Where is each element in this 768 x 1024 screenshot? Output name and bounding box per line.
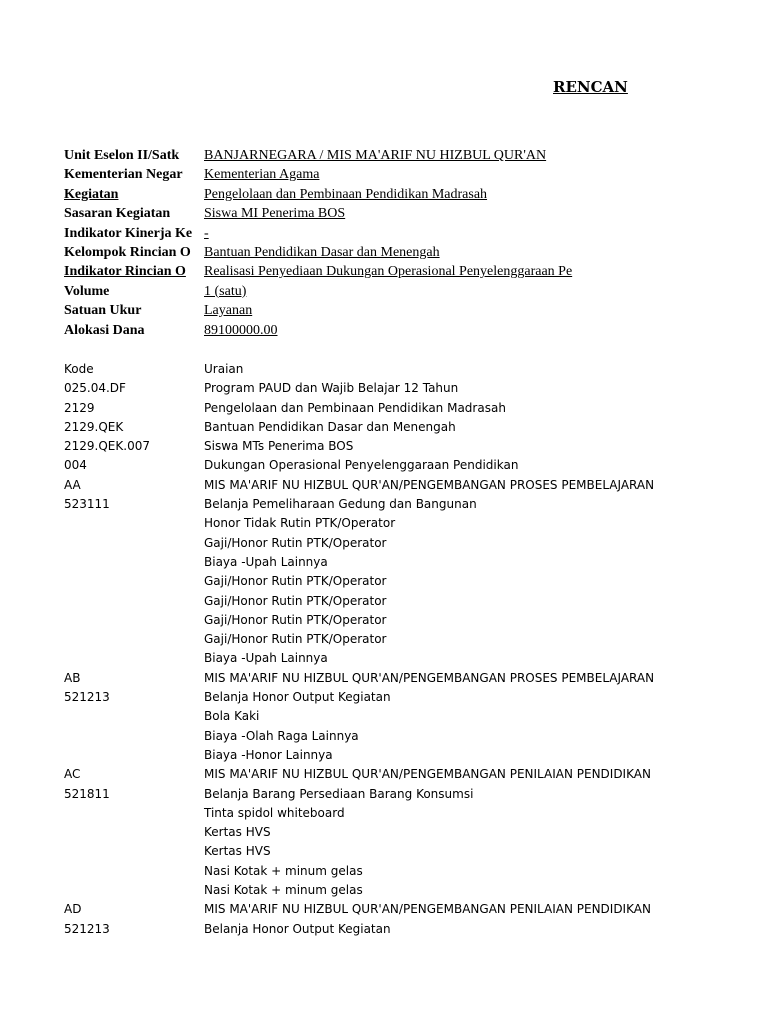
detail-description: Bantuan Pendidikan Dasar dan Menengah — [204, 419, 456, 434]
detail-description: Belanja Honor Output Kegiatan — [204, 690, 391, 705]
header-row — [64, 185, 620, 204]
detail-description: Tinta spidol whiteboard — [204, 805, 345, 820]
detail-code: 2129.QEK.007 — [64, 439, 150, 454]
detail-row — [64, 418, 620, 437]
header-value: Layanan — [204, 303, 253, 319]
detail-code: 521811 — [64, 786, 110, 801]
header-label: Sasaran Kegiatan — [64, 206, 171, 222]
detail-description: Siswa MTs Penerima BOS — [204, 439, 354, 454]
detail-row — [64, 611, 620, 630]
detail-code: 521213 — [64, 921, 110, 936]
detail-row — [64, 649, 620, 668]
detail-code: 025.04.DF — [64, 381, 126, 396]
detail-description: Nasi Kotak + minum gelas — [204, 883, 363, 898]
detail-header-row — [64, 360, 620, 379]
detail-row — [64, 842, 620, 861]
detail-row — [64, 804, 620, 823]
detail-code: 2129 — [64, 400, 95, 415]
detail-description: MIS MA'ARIF NU HIZBUL QUR'AN/PENGEMBANGAN PENILAIAN PENDIDIKAN — [204, 902, 651, 917]
detail-row — [64, 514, 620, 533]
detail-code: AD — [64, 902, 82, 917]
detail-description: Gaji/Honor Rutin PTK/Operator — [204, 612, 387, 627]
header-value: - — [204, 225, 209, 241]
detail-description: Bola Kaki — [204, 709, 260, 724]
detail-row — [64, 476, 655, 495]
detail-description: MIS MA'ARIF NU HIZBUL QUR'AN/PENGEMBANGAN PROSES PEMBELAJARAN — [204, 477, 655, 492]
detail-description: Uraian — [204, 362, 244, 376]
detail-code: 521213 — [64, 690, 110, 705]
header-row — [64, 243, 620, 262]
detail-description: MIS MA'ARIF NU HIZBUL QUR'AN/PENGEMBANGAN PROSES PEMBELAJARAN — [204, 670, 655, 685]
detail-description: Honor Tidak Rutin PTK/Operator — [204, 516, 396, 531]
detail-row — [64, 379, 620, 398]
header-block — [64, 146, 620, 340]
header-value: BANJARNEGARA / MIS MA'ARIF NU HIZBUL QUR'AN — [204, 148, 547, 163]
detail-row — [64, 920, 620, 939]
header-row — [64, 321, 620, 340]
header-value: Kementerian Agama — [204, 167, 320, 183]
detail-row — [64, 746, 620, 765]
detail-description: MIS MA'ARIF NU HIZBUL QUR'AN/PENGEMBANGAN PENILAIAN PENDIDIKAN — [204, 767, 651, 782]
detail-description: Dukungan Operasional Penyelenggaraan Pendidikan — [204, 458, 519, 473]
page-title: RENCAN — [553, 78, 628, 96]
header-row — [64, 146, 620, 165]
detail-code: AA — [64, 477, 81, 492]
detail-row — [64, 630, 620, 649]
header-row — [64, 224, 620, 243]
header-value: 89100000.00 — [204, 322, 278, 338]
detail-row — [64, 727, 620, 746]
detail-description: Belanja Barang Persediaan Barang Konsumsi — [204, 786, 474, 801]
header-label: Kelompok Rincian O — [64, 244, 191, 260]
detail-row — [64, 688, 620, 707]
detail-code: 523111 — [64, 497, 110, 512]
title-clip — [0, 78, 628, 96]
detail-row — [64, 862, 620, 881]
detail-description: Kertas HVS — [204, 825, 271, 840]
detail-description: Biaya -Honor Lainnya — [204, 747, 333, 762]
detail-code: Kode — [64, 362, 94, 376]
detail-code: 004 — [64, 458, 87, 473]
header-label: Satuan Ukur — [64, 303, 142, 319]
detail-row — [64, 900, 651, 919]
detail-row — [64, 785, 620, 804]
detail-row — [64, 437, 620, 456]
header-row — [64, 301, 620, 320]
detail-row — [64, 881, 620, 900]
detail-description: Belanja Pemeliharaan Gedung dan Bangunan — [204, 497, 477, 512]
detail-description: Pengelolaan dan Pembinaan Pendidikan Madrasah — [204, 400, 506, 415]
detail-description: Biaya -Upah Lainnya — [204, 651, 328, 666]
detail-description: Biaya -Olah Raga Lainnya — [204, 728, 359, 743]
detail-table — [64, 360, 655, 939]
detail-row — [64, 765, 651, 784]
header-label: Indikator Rincian O — [64, 264, 186, 280]
detail-row — [64, 399, 620, 418]
header-value: Bantuan Pendidikan Dasar dan Menengah — [204, 244, 440, 260]
header-row — [64, 262, 620, 281]
detail-description: Gaji/Honor Rutin PTK/Operator — [204, 574, 387, 589]
detail-code: 2129.QEK — [64, 419, 124, 434]
detail-description: Kertas HVS — [204, 844, 271, 859]
header-label: Kementerian Negar — [64, 167, 183, 183]
detail-row — [64, 534, 620, 553]
detail-row — [64, 495, 620, 514]
detail-code: AC — [64, 767, 81, 782]
header-row — [64, 282, 620, 301]
header-value: Pengelolaan dan Pembinaan Pendidikan Madrasah — [204, 186, 488, 202]
detail-row — [64, 456, 620, 475]
detail-description: Gaji/Honor Rutin PTK/Operator — [204, 535, 387, 550]
detail-description: Gaji/Honor Rutin PTK/Operator — [204, 593, 387, 608]
header-label: Alokasi Dana — [64, 322, 145, 338]
detail-description: Nasi Kotak + minum gelas — [204, 863, 363, 878]
detail-row — [64, 592, 620, 611]
detail-description: Belanja Honor Output Kegiatan — [204, 921, 391, 936]
header-label: Indikator Kinerja Ke — [64, 225, 193, 241]
header-value: Realisasi Penyediaan Dukungan Operasional Penyelenggaraan Pe — [204, 264, 573, 280]
header-row — [64, 165, 620, 184]
header-row — [64, 204, 620, 223]
header-value: Siswa MI Penerima BOS — [204, 206, 346, 222]
detail-description: Gaji/Honor Rutin PTK/Operator — [204, 632, 387, 647]
detail-row — [64, 553, 620, 572]
detail-row — [64, 572, 620, 591]
header-label: Unit Eselon II/Satk — [64, 148, 180, 163]
detail-description: Program PAUD dan Wajib Belajar 12 Tahun — [204, 381, 459, 396]
header-value: 1 (satu) — [204, 283, 247, 299]
header-label: Kegiatan — [64, 186, 119, 202]
header-label: Volume — [64, 283, 110, 299]
detail-row — [64, 823, 620, 842]
detail-code: AB — [64, 670, 81, 685]
detail-row — [64, 707, 620, 726]
detail-row — [64, 669, 655, 688]
detail-description: Biaya -Upah Lainnya — [204, 554, 328, 569]
